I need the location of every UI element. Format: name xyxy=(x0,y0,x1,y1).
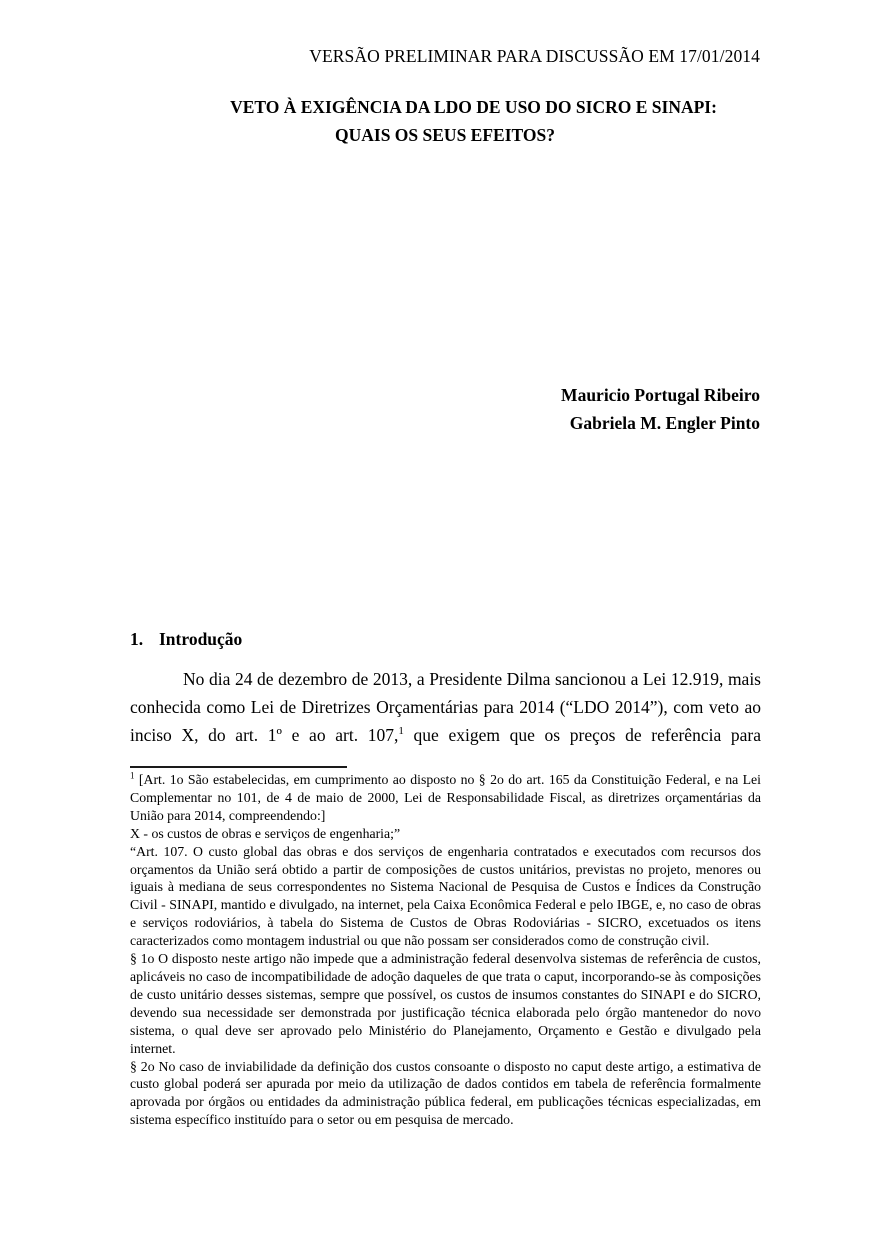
title-line-2: QUAIS OS SEUS EFEITOS? xyxy=(335,125,555,145)
footnote-paragraph-1 xyxy=(130,771,761,825)
title-line-1: VETO À EXIGÊNCIA DA LDO DE USO DO SICRO E SINAPI: xyxy=(230,97,717,117)
author-name-1: Mauricio Portugal Ribeiro xyxy=(561,385,760,405)
footnote-paragraph-5: § 2o No caso de inviabilidade da definição dos custos consoante o disposto no caput deste artigo, a estimativa de custo global poderá ser apurada por meio da utilização de dados contidos em tabela de referência formalmente aprovada por órgãos ou entidades da administração pública federal, em publicações técnicas especializadas, em sistema específico instituído para o setor ou em pesquisa de mercado. xyxy=(130,1058,761,1128)
document-title xyxy=(130,93,760,149)
footnote-paragraph-4: § 1o O disposto neste artigo não impede que a administração federal desenvolva sistemas de referência de custos, aplicáveis no caso de incompatibilidade de adoção daqueles de que trata o caput, incorporando-se às composições de custo unitário desses sistemas, sempre que possível, os custos de insumos constantes do SINAPI e do SICRO, devendo sua necessidade ser demonstrada por justificação técnica elaborada pelo órgão mantenedor do novo sistema, o qual deve ser aprovado pelo Ministério do Planejamento, Orçamento e Gestão e divulgado pela internet. xyxy=(130,951,761,1056)
version-header: VERSÃO PRELIMINAR PARA DISCUSSÃO EM 17/01/2014 xyxy=(309,46,760,66)
section-number: 1. xyxy=(130,629,144,649)
footnote-paragraph-2: X - os custos de obras e serviços de engenharia;” xyxy=(130,825,401,841)
footnote-number-1: 1 xyxy=(130,770,135,781)
paragraph-text: No dia 24 de dezembro de 2013, a Presidente Dilma sancionou a Lei 12.919, mais conhecida como Lei de Diretrizes Orçamentárias para 2014 (“LDO 2014”), com veto ao inciso X, do art. 1º e ao art. 107, xyxy=(130,669,761,745)
paragraph-text-continued: que exigem que os preços de referência para xyxy=(403,725,761,745)
footnote-reference-1: 1 xyxy=(398,725,404,738)
footnote-text-1: [Art. 1o São estabelecidas, em cumprimento ao disposto no § 2o do art. 165 da Constituição Federal, e na Lei Complementar no 101, de 4 de maio de 2000, Lei de Responsabilidade Fiscal, as diretrizes orçamentárias da União para 2014, compreendendo:] xyxy=(130,772,761,823)
section-heading-introduction xyxy=(130,629,760,649)
footnote-block xyxy=(130,771,761,1129)
author-block xyxy=(130,382,760,437)
intro-paragraph xyxy=(130,665,761,749)
footnote-separator xyxy=(130,766,347,768)
section-title: Introdução xyxy=(159,629,243,649)
footnote-paragraph-3: “Art. 107. O custo global das obras e dos serviços de engenharia contratados e executados com recursos dos orçamentos da União será obtido a partir de composições de custos unitários, previstas no projeto, menores ou iguais à mediana de seus correspondentes no Sistema Nacional de Pesquisa de Custos e Índices da Construção Civil - SINAPI, mantido e divulgado, na internet, pela Caixa Econômica Federal e pelo IBGE, e, no caso de obras e serviços rodoviários, à tabela do Sistema de Custos de Obras Rodoviárias - SICRO, excetuados os itens caracterizados como montagem industrial ou que não possam ser considerados como de construção civil. xyxy=(130,843,761,949)
author-name-2: Gabriela M. Engler Pinto xyxy=(569,412,760,433)
